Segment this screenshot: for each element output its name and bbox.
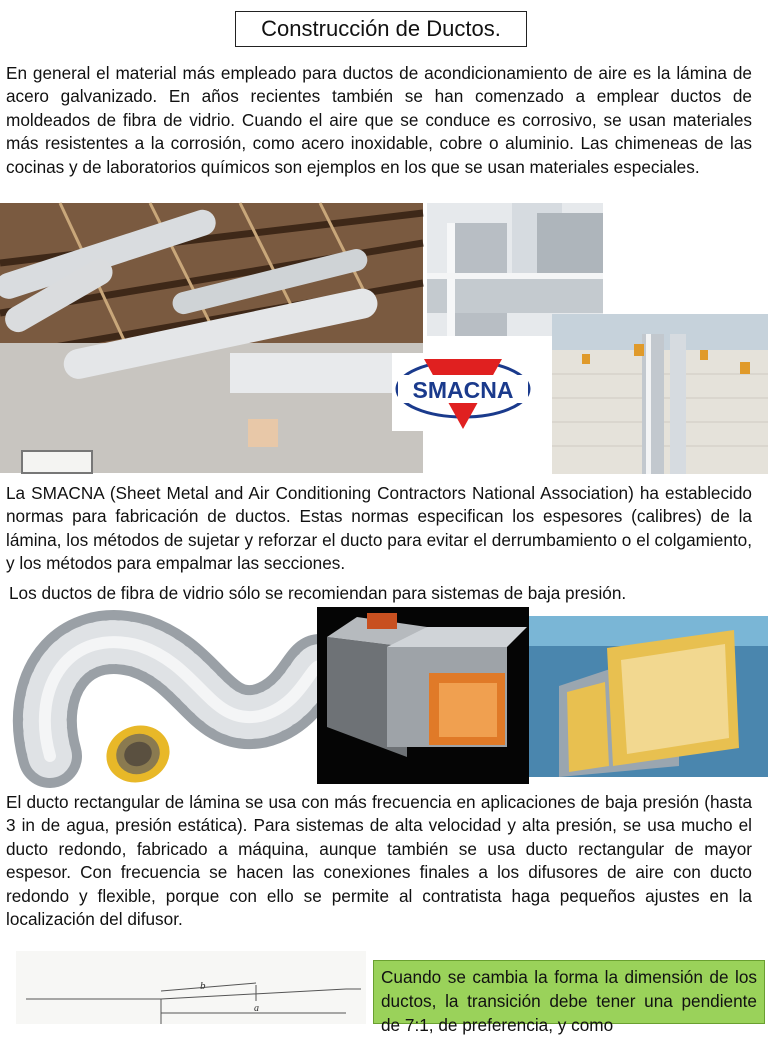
logo-text: SMACNA (412, 377, 514, 403)
fiberglass-duct-photo (529, 616, 768, 777)
diagram-label-b: b (200, 980, 206, 992)
rectangular-paragraph: El ducto rectangular de lámina se usa con más frecuencia en aplicaciones de baja presión (hasta 3 in de agua, presión estática). Para sistemas de alta velocidad y alta presión, se usa mucho el ducto redondo, fabricado a máquina, aunque también se usa ducto rectangular de mayor espesor. Con frecuencia se hacen las conexiones finales a los difusores de aire con ducto redondo y flexible, porque con ello se permite al contratista haga pequeños ajustes en la localización del difusor. (6, 792, 752, 930)
building-ducts-photo (552, 314, 768, 474)
ceiling-ducts-photo (0, 203, 423, 473)
rectangular-duct-photo (317, 607, 529, 784)
transition-callout (373, 960, 765, 1035)
smacna-logo (392, 353, 534, 431)
page-title: Construcción de Ductos. (235, 11, 527, 47)
diagram-label-a: a (254, 1003, 259, 1014)
flexible-duct-photo (0, 606, 320, 784)
callout-text: Cuando se cambia la forma la dimensión de los ductos, la transición debe tener una pendiente de 7:1, de preferencia, y como (381, 967, 757, 1035)
fibra-paragraph: Los ductos de fibra de vidrio sólo se recomiendan para sistemas de baja presión. (9, 583, 627, 603)
smacna-paragraph: La SMACNA (Sheet Metal and Air Conditioning Contractors National Association) ha establecido normas para fabricación de ductos. Estas normas especifican los espesores (calibres) de la lámina, los métodos de sujetar y reforzar el ducto para evitar el derrumbamiento o el colgamiento, y los métodos para empalmar las secciones. (6, 483, 752, 574)
intro-paragraph: En general el material más empleado para ductos de acondicionamiento de aire es la lámina de acero galvanizado. En años recientes también se han comenzado a emplear ductos de moldeados de fibra de vidrio. Cuando el aire que se conduce es corrosivo, se usan materiales más resistentes a la corrosión, como acero inoxidable, cobre o aluminio. Las chimeneas de las cocinas y de laboratorios químicos son ejemplos en los que se usan materiales especiales. (6, 63, 752, 177)
transition-diagram (16, 951, 366, 1024)
